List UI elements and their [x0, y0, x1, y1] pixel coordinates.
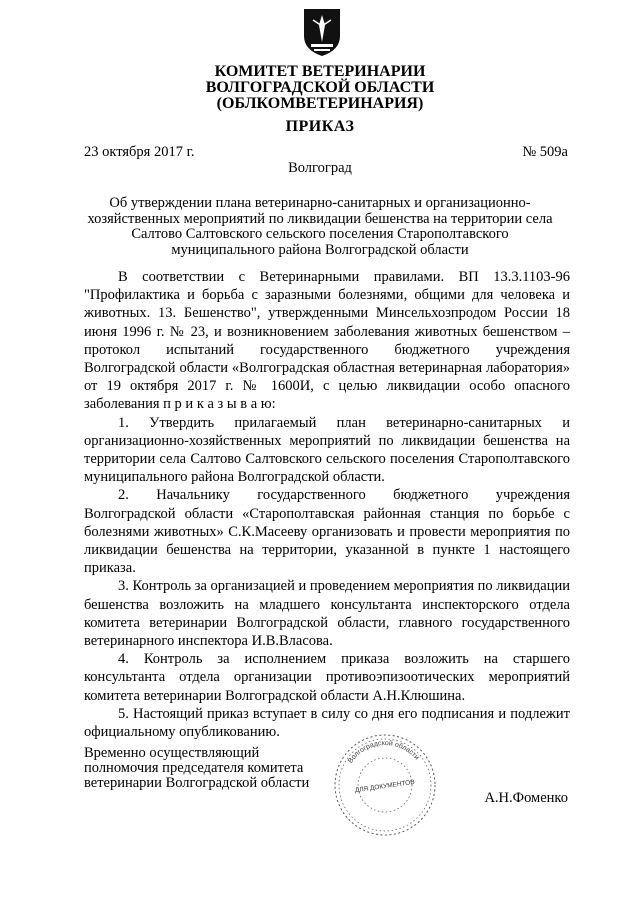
subject-line: Салтово Салтовского сельского поселения Старополтавского — [131, 226, 509, 242]
signatory-position — [84, 746, 309, 792]
body-paragraph-item-1: 1. Утвердить прилагаемый план ветеринарно-санитарных и организационно-хозяйственных мероприятий по ликвидации бешенства на территории села Салтово Салтовского сельского поселения Старополтавского муниципального района Волгоградской области. — [84, 414, 570, 486]
body-paragraph-preamble: В соответствии с Ветеринарными правилами. ВП 13.3.1103-96 "Профилактика и борьба с заразными болезнями, общими для человека и животных. 13. Бешенство", утвержденными Минсельхозпродом России 18 июня 1996 г. № 23, и возникновением заболевания животных бешенством – протокол испытаний государственного бюджетного учреждения Волгоградской области «Волгоградская областная ветеринарная лаборатория» от 19 октября 2017 г. № 1600И, с целью ликвидации особо опасного заболевания п р и к а з ы в а ю: — [84, 269, 570, 413]
order-number: № 509а — [522, 144, 568, 160]
stamp-ring-text: Волгоградской области — [347, 739, 421, 765]
document-type-title: ПРИКАЗ — [285, 118, 355, 135]
coat-of-arms-icon — [301, 6, 343, 58]
signatory-position-line: Временно осуществляющий — [84, 745, 260, 761]
official-stamp-icon — [330, 730, 440, 840]
signatory-position-line: ветеринарии Волгоградской области — [84, 775, 310, 792]
org-name-line-1: КОМИТЕТ ВЕТЕРИНАРИИ — [214, 63, 426, 80]
body-paragraph-item-2: 2. Начальнику государственного бюджетного учреждения Волгоградской области «Старополтавская районная станция по борьбе с болезнями животных» С.К.Масееву организовать и провести мероприятия по ликвидации бешенства на территории, указанной в пункте 1 настоящего приказа. — [84, 487, 570, 577]
subject-line: Об утверждении плана ветеринарно-санитарных и организационно- — [109, 195, 531, 211]
order-subject — [70, 196, 570, 258]
order-body — [84, 268, 570, 741]
signatory-position-line: полномочия председателя комитета — [84, 760, 304, 777]
org-name-line-3: (ОБЛКОМВЕТЕРИНАРИЯ) — [216, 95, 424, 112]
subject-line: хозяйственных мероприятий по ликвидации бешенства на территории села — [87, 210, 553, 227]
body-paragraph-item-3: 3. Контроль за организацией и проведением мероприятия по ликвидации бешенства возложить на младшего консультанта инспекторского отдела комитета ветеринарии Волгоградской области, главного государственного ветеринарного инспектора И.В.Власова. — [84, 578, 570, 650]
body-paragraph-item-4: 4. Контроль за исполнением приказа возложить на старшего консультанта отдела организации противоэпизоотических мероприятий комитета ветеринарии Волгоградской области А.Н.Клюшина. — [84, 651, 570, 704]
stamp-center-text: ДЛЯ ДОКУМЕНТОВ — [354, 778, 416, 795]
signatory-name: А.Н.Фоменко — [484, 790, 568, 806]
order-city: Волгоград — [288, 160, 352, 176]
org-name-line-2: ВОЛГОГРАДСКОЙ ОБЛАСТИ — [205, 79, 435, 96]
subject-line: муниципального района Волгоградской области — [171, 241, 469, 258]
order-date: 23 октября 2017 г. — [84, 144, 195, 160]
body-paragraph-item-5: 5. Настоящий приказ вступает в силу со дня его подписания и подлежит официальному опубликованию. — [84, 705, 570, 741]
